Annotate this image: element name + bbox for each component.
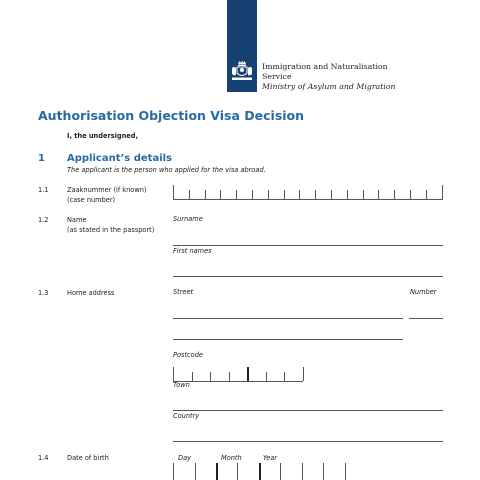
digit-box-divider [210, 372, 211, 381]
field-number-1-4: 1.4 [38, 454, 49, 462]
digit-box-divider [247, 367, 249, 381]
town-field[interactable] [173, 410, 443, 411]
digit-box-divider [173, 463, 174, 480]
street-field[interactable] [173, 318, 403, 319]
digit-box-divider [315, 190, 316, 199]
org-name-line2: Service [262, 72, 292, 81]
digit-box-divider [236, 190, 237, 199]
digit-box-divider [173, 185, 174, 199]
section-title: Applicant’s details [67, 153, 172, 164]
month-hint: Month [221, 454, 242, 462]
digit-box-divider [229, 372, 230, 381]
digit-box-divider [284, 372, 285, 381]
digit-box-divider [284, 190, 285, 199]
home-address-label: Home address [67, 289, 115, 297]
digit-box-divider [266, 372, 267, 381]
digit-box-divider [331, 190, 332, 199]
digit-box-divider [323, 463, 324, 480]
org-name-line1: Immigration and Naturalisation [262, 62, 388, 71]
digit-box-divider [378, 190, 379, 199]
date-of-birth-label: Date of birth [67, 454, 109, 462]
digit-box-divider [303, 367, 304, 381]
name-label-line1: Name [67, 216, 87, 224]
digit-box-divider [442, 185, 443, 199]
undersigned-text: I, the undersigned, [67, 132, 138, 140]
ministry-name: Ministry of Asylum and Migration [262, 82, 396, 91]
surname-hint: Surname [173, 215, 203, 223]
postcode-hint: Postcode [173, 351, 203, 359]
surname-field[interactable] [173, 245, 443, 246]
digit-box-divider [195, 463, 196, 480]
house-number-field[interactable] [409, 318, 443, 319]
form-title: Authorisation Objection Visa Decision [38, 108, 305, 123]
digit-box-divider [345, 463, 346, 480]
digit-box-divider [280, 463, 281, 480]
digit-box-divider [216, 463, 218, 480]
house-number-hint: Number [410, 288, 437, 296]
field-number-1-1: 1.1 [38, 186, 49, 194]
case-number-label-line2: (case number) [67, 196, 116, 204]
section-note: The applicant is the person who applied for the visa abroad. [67, 166, 266, 174]
digit-box-divider [205, 190, 206, 199]
digit-box-divider [189, 190, 190, 199]
day-hint: Day [178, 454, 192, 462]
case-number-label-line1: Zaaknummer (if known) [67, 186, 147, 194]
digit-box-divider [299, 190, 300, 199]
field-number-1-2: 1.2 [38, 216, 49, 224]
crown-emblem-icon [229, 58, 255, 84]
country-hint: Country [173, 412, 200, 420]
digit-box-divider [394, 190, 395, 199]
digit-box-divider [173, 367, 174, 381]
digit-box-divider [410, 190, 411, 199]
digit-box-divider [347, 190, 348, 199]
digit-box-divider [426, 190, 427, 199]
digit-box-divider [252, 190, 253, 199]
digit-box-divider [237, 463, 238, 480]
case-number-digit-boxes[interactable] [173, 185, 443, 200]
town-hint: Town [173, 381, 190, 389]
digit-box-divider [268, 190, 269, 199]
name-label [67, 215, 154, 235]
digit-box-divider [363, 190, 364, 199]
street-field-line2[interactable] [173, 339, 403, 340]
digit-box-divider [192, 372, 193, 381]
first-names-hint: First names [173, 247, 212, 255]
street-hint: Street [173, 288, 194, 296]
case-number-label [67, 185, 146, 205]
postcode-digit-boxes[interactable] [173, 367, 303, 382]
date-of-birth-digit-boxes[interactable] [173, 463, 348, 480]
first-names-field[interactable] [173, 276, 443, 277]
digit-box-divider [259, 463, 261, 480]
digit-box-divider [220, 190, 221, 199]
section-number: 1 [38, 153, 45, 164]
country-field[interactable] [173, 441, 443, 442]
year-hint: Year [263, 454, 278, 462]
field-number-1-3: 1.3 [38, 289, 49, 297]
name-label-line2: (as stated in the passport) [67, 226, 155, 234]
digit-box-divider [302, 463, 303, 480]
